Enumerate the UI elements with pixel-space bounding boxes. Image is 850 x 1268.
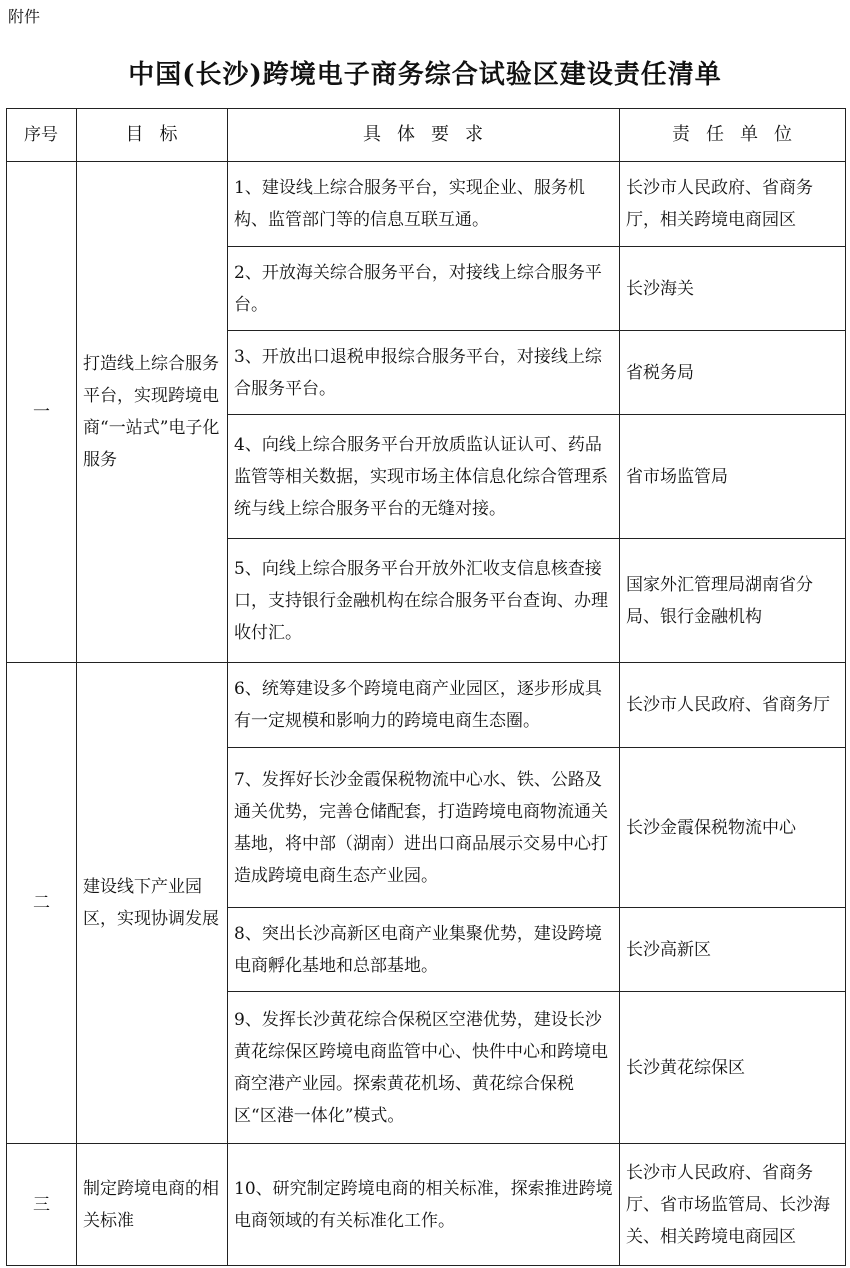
requirement-cell: 3、开放出口退税申报综合服务平台，对接线上综合服务平台。 (228, 331, 620, 415)
unit-cell: 长沙市人民政府、省商务厅、省市场监管局、长沙海关、相关跨境电商园区 (620, 1144, 846, 1266)
requirement-cell: 10、研究制定跨境电商的相关标准，探索推进跨境电商领域的有关标准化工作。 (228, 1144, 620, 1266)
page-title: 中国(长沙)跨境电子商务综合试验区建设责任清单 (128, 60, 722, 90)
header-unit: 责任单位 (620, 109, 846, 162)
unit-cell: 长沙市人民政府、省商务厅 (620, 663, 846, 748)
group-seq: 一 (7, 162, 77, 663)
group-goal: 建设线下产业园区，实现协调发展 (77, 663, 228, 1144)
unit-cell: 省市场监管局 (620, 415, 846, 539)
header-goal: 目标 (77, 109, 228, 162)
group-seq: 三 (7, 1144, 77, 1266)
table-header-row (7, 109, 846, 162)
header-seq: 序号 (7, 109, 77, 162)
unit-cell: 省税务局 (620, 331, 846, 415)
group-seq: 二 (7, 663, 77, 1144)
unit-cell: 长沙高新区 (620, 908, 846, 992)
header-req: 具体要求 (228, 109, 620, 162)
table-row (7, 162, 846, 247)
requirement-cell: 8、突出长沙高新区电商产业集聚优势，建设跨境电商孵化基地和总部基地。 (228, 908, 620, 992)
unit-cell: 长沙黄花综保区 (620, 992, 846, 1144)
requirement-cell: 5、向线上综合服务平台开放外汇收支信息核查接口，支持银行金融机构在综合服务平台查询、办理收付汇。 (228, 539, 620, 663)
unit-cell: 长沙市人民政府、省商务厅，相关跨境电商园区 (620, 162, 846, 247)
unit-cell: 长沙金霞保税物流中心 (620, 748, 846, 908)
group-goal: 制定跨境电商的相关标准 (77, 1144, 228, 1266)
responsibility-table (6, 108, 846, 1266)
requirement-cell: 9、发挥长沙黄花综合保税区空港优势，建设长沙黄花综保区跨境电商监管中心、快件中心和跨境电商空港产业园。探索黄花机场、黄花综合保税区“区港一体化”模式。 (228, 992, 620, 1144)
requirement-cell: 2、开放海关综合服务平台，对接线上综合服务平台。 (228, 247, 620, 331)
unit-cell: 长沙海关 (620, 247, 846, 331)
attachment-label: 附件 (8, 7, 41, 26)
table-row (7, 663, 846, 748)
requirement-cell: 4、向线上综合服务平台开放质监认证认可、药品监管等相关数据，实现市场主体信息化综合管理系统与线上综合服务平台的无缝对接。 (228, 415, 620, 539)
requirement-cell: 7、发挥好长沙金霞保税物流中心水、铁、公路及通关优势，完善仓储配套，打造跨境电商物流通关基地，将中部（湖南）进出口商品展示交易中心打造成跨境电商生态产业园。 (228, 748, 620, 908)
table-row (7, 1144, 846, 1266)
unit-cell: 国家外汇管理局湖南省分局、银行金融机构 (620, 539, 846, 663)
requirement-cell: 6、统筹建设多个跨境电商产业园区，逐步形成具有一定规模和影响力的跨境电商生态圈。 (228, 663, 620, 748)
requirement-cell: 1、建设线上综合服务平台，实现企业、服务机构、监管部门等的信息互联互通。 (228, 162, 620, 247)
group-goal: 打造线上综合服务平台，实现跨境电商“一站式”电子化服务 (77, 162, 228, 663)
